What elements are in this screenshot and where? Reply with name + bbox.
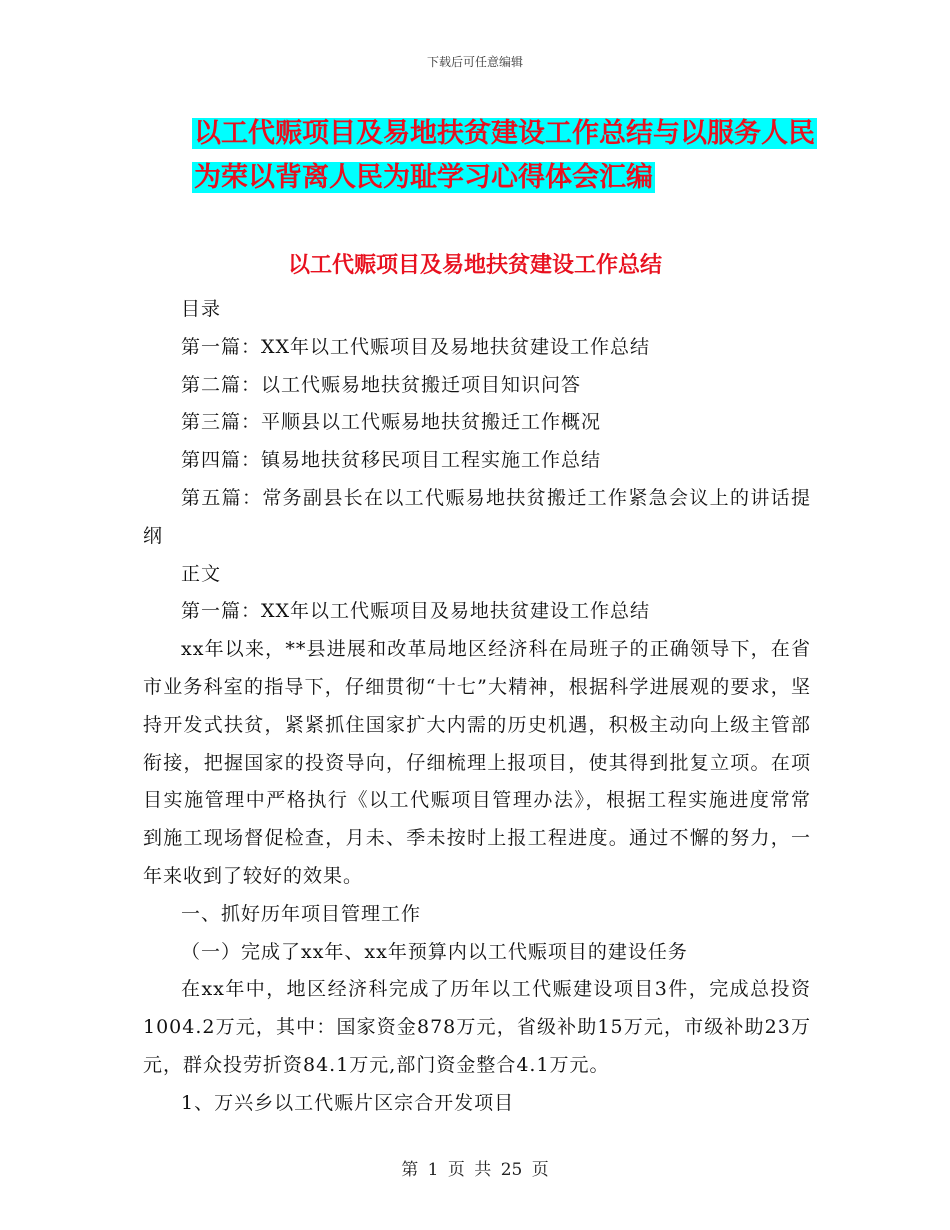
section-heading: 一、抓好历年项目管理工作: [181, 902, 422, 925]
chapter-heading: 第一篇：XX年以工代赈项目及易地扶贫建设工作总结: [181, 600, 651, 623]
document-title-line-1: [140, 112, 820, 156]
toc-item: 第二篇：以工代赈易地扶贫搬迁项目知识问答: [181, 373, 582, 396]
document-body: [143, 291, 811, 1123]
document-title: [140, 112, 820, 200]
body-paragraph: xx年以来，**县进展和改革局地区经济科在局班子的正确领导下，在省市业务科室的指导下，仔细贯彻“十七”大精神，根据科学进展观的要求，坚持开发式扶贫，紧紧抓住国家扩大内需的历史机遇，积极主动向上级主管部衔接，把握国家的投资导向，仔细梳理上报项目，使其得到批复立项。在项目实施管理中严格执行《以工代赈项目管理办法》，根据工程实施进度常常到施工现场督促检查，月未、季未按时上报工程进度。通过不懈的努力，一年来收到了较好的效果。: [143, 638, 811, 887]
body-paragraph: 在xx年中，地区经济科完成了历年以工代赈建设项目3件，完成总投资1004.2万元，其中：国家资金878万元，省级补助15万元，市级补助23万元，群众投劳折资84.1万元,部门资金整合4.1万元。: [143, 978, 811, 1076]
page-number: 第 1 页 共 25 页: [401, 1160, 549, 1180]
title-highlight: 以工代赈项目及易地扶贫建设工作总结与以服务人民: [194, 118, 815, 149]
body-heading: 正文: [181, 562, 222, 585]
toc-heading: 目录: [181, 298, 222, 320]
subsection-heading: （一）完成了xx年、xx年预算内以工代赈项目的建设任务: [181, 940, 688, 963]
page-header-note: 下载后可任意编辑: [426, 55, 523, 69]
title-highlight: 为荣以背离人民为耻学习心得体会汇编: [194, 162, 653, 193]
section-title: 以工代赈项目及易地扶贫建设工作总结: [287, 253, 662, 278]
document-title-line-2: [140, 156, 820, 200]
list-item-heading: 1、万兴乡以工代赈片区宗合开发项目: [181, 1091, 515, 1114]
toc-item: 第三篇：平顺县以工代赈易地扶贫搬迁工作概况: [181, 411, 602, 434]
toc-item: 第四篇：镇易地扶贫移民项目工程实施工作总结: [181, 449, 602, 472]
toc-item: 第一篇：XX年以工代赈项目及易地扶贫建设工作总结: [181, 335, 651, 358]
toc-item: 第五篇：常务副县长在以工代赈易地扶贫搬迁工作紧急会议上的讲话提纲: [143, 486, 811, 547]
